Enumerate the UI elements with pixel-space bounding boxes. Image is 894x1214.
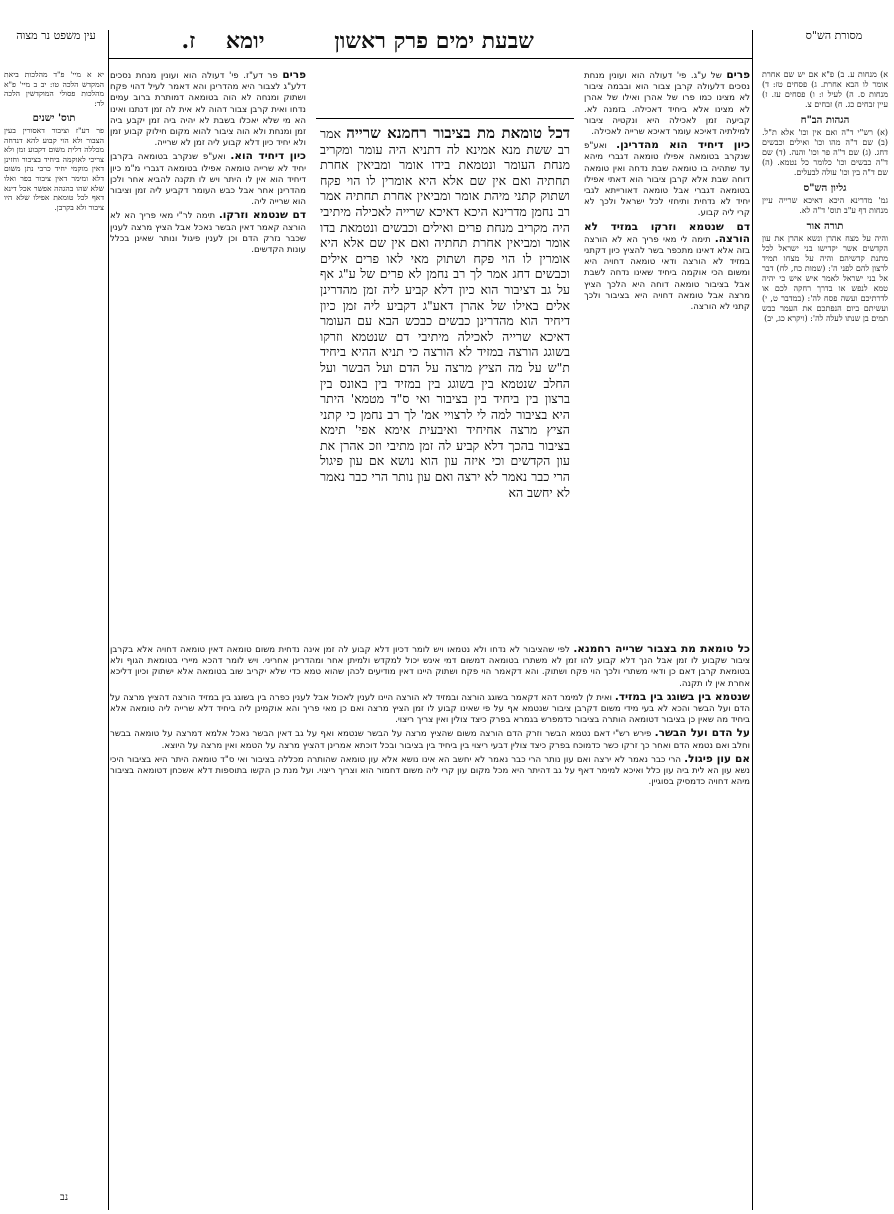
bottom-text: הרי כבר נאמר לא ירצה ואם עון נותר הרי כבר נאמר לא יחשב הא אינו נושא אלא עון טומאה שהותרה מכללה בציבור ואי ס"ד טומאה היתר היא בציבור היכי נשא עון הא לית ביה עון כלל ואיכא למימר דאף על גב דהיתר היא מכל מקום עון קרי ליה משום דחמור הוא וצריך ריצוי. ועל מנת כן הקשו בתוספות דלא אשכחן דטומאה בציבור מיהא דחויה כדמסיק בסוגיין. <box>110 754 750 788</box>
tosafot-text: ואע"פ שנקרב בטומאה בקרבן יחיד לא שרייה טומאה אפילו בטומאה דגברי מ"מ כיון דיחיד הוא אין לו היתר ויש לו תקנה להביא אחר ולכן מהדרינן אחר אבל כבש העומר דקביע ליה זמן וציבור הוא שרייה ליה. <box>110 152 306 208</box>
gilyon-title: גליון הש"ס <box>803 183 847 194</box>
bottom-lemma: כל טומאת מת בצבור שרייה רחמנא. <box>573 644 750 655</box>
ein-mishpat-header: עין משפט נר מצוה <box>16 29 96 42</box>
torah-or-text: והיה על מצח אהרן ונשא אהרן את עון הקדשים אשר יקדישו בני ישראל לכל מתנת קדשיהם והיה על מצחו תמיד לרצון להם לפני ה': (שמות כח, לח) דבר אל בני ישראל לאמר איש איש כי יהיה טמא לנפש או בדרך רחקה לכם או לדרתיכם ועשה פסח לה': (במדבר ט, י) ועשיתם ביום הנפתכם את העמר כבש תמים בן שנתו לעלה לה': (ויקרא כג, יב) <box>762 234 888 323</box>
gemara-text <box>320 126 570 606</box>
left-column-divider <box>108 30 109 1210</box>
rashi-text: של ע"ג. פי' דעולה הוא ועונין מנחת נסכים דלעולה קרבן צבור הוא ובבמה ציבור לא מצינו כמו פרו של אהרן ואילו של אהרן לא מצינו אלא ביחיד דאכילה. בזמנה לא. קביעה זמן לאכילה היא ונקטיה ציבור למילתיה דאיכא עומר דאיכא שרייה לאכילה. <box>584 71 750 138</box>
tosafot-lemma: כיון דיחיד הוא. <box>230 150 306 163</box>
rishonim-text: פר דע"ז וציבור דאסורין בעין הצבור ולא הוי קבוע להא דנדחה מכללה דלית משום דקבוע זמן ולא צריכי לאוקמה ביחיד בציבור וחזינן דאין מוקמי יחיד כרבי נתן משום דלא ומימר דאין ציבור בפר ואלו שלא שהו בהגהה אפשר אכל דינא דאף לכל טומאת אפילו שלא היו ציבור ולא בקרבן. <box>4 125 104 212</box>
bottom-text: לפי שהציבור לא נדחו ולא נטמאו ויש לומר דכיון דלא קבוע לה זמן אינה נדחית משום טומאה דאין טומאה דחויה אלא בקרבן ציבור שקבוע לו זמן אבל הנך דלא קבוע להו זמן לא משתרו בטומאה דמשום דמי אינש יכול למקדש ולמיתן אחר ומהדרינן אחריני. ויש לומר דהכא מיירי בטומאת הגוף ולא בטומאת קרבן דאם כן ודאי משתרי ולכך הוי פקח ושתוק. והא דקאמר הוי פקח ושתוק היינו דאין מודיעים לכהן שהוא טמא כדי שלא יקריב שוב בטומאה אלא ישתוק וכיון דליכא אחרת אין לו תקנה. <box>110 645 750 689</box>
bottom-text: ואית לן למימר דהא דקאמר בשוגג הורצה ובמזיד לא הורצה היינו לענין לאכול אבל לענין כפרה בין בשוגג בין במזיד הורצה דהציץ מרצה על הדם ועל הבשר והכא לא בעי מידי משום דקרבן ציבור שנטמא אף על פי שאינו קבוע לו זמן הציץ מרצה ואם כן מאי פריך והא אוקמינן ליה ביחיד דלא שרייה ליה טומאה אלא ביחיד מה שאין כן בציבור דטומאה הותרה בציבור כדמפרש בגמרא בפרק כיצד צולין ואין צריך ריצוי. <box>110 692 750 726</box>
header-rule <box>108 58 752 59</box>
tosafot-text: פר דע"ז. פי' דעולה הוא ועונין מנחת נסכים דלע"ג לצבור היא מהדרינן והא דאמר לעיל דהוי פקח ושתוק ומנחה לא הוה בטומאה דמותרת ברוב עמים נדחו ואית קרבן צבור דהוה לא אית לה זמן דנתנו ואינו הא מי שלא יאכלו בשבת לא יהיה ביה זמן יקבע ביה זמן ומנחת ולא הוה ציבור להוא מקום חילוק קבוע זמן ולא יחיד כיון דלא קבוע ליה זמן לא שרייה. <box>110 71 306 149</box>
rashi-lemma: דם שנטמא וזרקו במזיד לא הורצה. <box>584 220 750 245</box>
mesoret-refs: א) מנחות ע. ב) פ"א אם יש שם אחרת אומר לו הבא אחרת. ג) פסחים טז: ד) מנחות ס. ה) לעיל ו: ו) פסחים עז. ז) עיין זבחים כג. ח) זבחים צ. <box>762 70 888 109</box>
bottom-text: פירש רש"י דאם נטמא הבשר וזרק הדם הורצה משום שהציץ מרצה על הבשר שנטמא ואף על גב דאין הבשר נאכל אלמא דמרצה על טומאה בבשר וחלב ואם נטמא הדם ואחר כך זרקו כשר כדמוכח בפרק כיצד צולין דבעי ריצוי בין ביחיד בין בציבור ובכל דוכתא אמרינן דהציץ מרצה על הטמא ואין מרצה על היוצא. <box>110 729 750 751</box>
rashi-lemma: כיון דיחיד הוא מהדרינן. <box>616 139 750 152</box>
ein-mishpat-column <box>4 70 104 1210</box>
ein-mishpat-text: יא א מיי' פ"ד מהלכות ביאת המקדש הלכה טו: יב ב מיי' פ"א מהלכות פסולי המוקדשין הלכה לד: <box>4 70 104 108</box>
mesoret-column <box>762 70 888 1210</box>
rashi-text: ואע"פ שנקרב בטומאה אפילו טומאה דגברי מיהא עד שתהיה בו טומאה שבת נדחה ואין טומאה דוחה שבת אלא קרבן ציבור הוא דאתי אפילו בטומאה דגברי אבל טומאה דאורייתא לגבי יחיד לא נדחית ותיחזי לכל ישראל ולכך לא קרי ליה קבוע. <box>584 141 750 219</box>
rashi-commentary <box>584 70 750 636</box>
bottom-lemma: אם עון פיגול. <box>684 752 750 765</box>
bottom-lemma: על הדם ועל הבשר. <box>654 727 750 740</box>
tractate-leaf <box>168 28 278 54</box>
rishonim-title: תוס' ישנים <box>32 113 76 125</box>
tosafot-lemma: דם שנטמא וזרקו. <box>218 209 306 222</box>
bottom-commentary <box>110 644 750 1214</box>
rashi-text: תימה לי מאי פריך הא לא הורצה בזה אלא דאינו מתכפר בשר להציץ כיון דקתני במזיד לא הורצה ודאי טומאה דחויה היא ומשום הכי אוקמה ביחיד שאינו נדחה לשבת אבל בציבור טומאה דוחה היא הלכך הציץ מרצה אבל טומאה דחויה היא בציבור ולכך קתני לא הורצה. <box>584 234 750 313</box>
gilyon-text: גמ' מדרינא היכא דאיכא שרייה עיין מנחות דף ע"ב תוס' ד"ה לא. <box>762 196 888 215</box>
tosafot-text: תימה לר"י מאי פריך הא לא הורצה קאמר דאין הבשר נאכל אבל הציץ מרצה לענין שכבר נזרק הדם וכן לענין פיגול ונותר שאינן בכלל עונות הקדשים. <box>110 211 306 256</box>
tractate-name: יומא <box>225 28 265 54</box>
bottom-lemma: שנטמא בין בשוגג בין במזיד. <box>614 690 750 703</box>
leaf-number: ז. <box>181 28 196 54</box>
tosafot-commentary <box>110 70 306 636</box>
tosafot-lemma: פרים <box>282 70 306 81</box>
gemara-opening: דכל טומאת מת בציבור רחמנא שרייה <box>346 126 570 142</box>
rashi-lemma: פרים <box>726 70 750 81</box>
gemara-box-rule <box>316 118 574 119</box>
page-number: נב <box>60 1192 69 1203</box>
chapter-title: שבעת ימים פרק ראשון <box>334 28 534 54</box>
right-column-divider <box>752 30 753 1210</box>
gemara-body: אמר רב ששת מנא אמינא לה דתניא היה עומר ומקריב מנחת העומר ונטמאת בידו אומר ומביאין אחרת תחתיה ואם אין שם אלא היא אומרין לו הוי פקח ושתוק קתני מיהת אומר ומביאין אחרת תחתיה אמר רב נחמן מדרינא היכא דאיכא שרייה לאכילה מיתיבי היה מקריב מנחת פרים ואילים וכבשים ונטמאת בדו אומר ומביאין אחרת תחתיה ואם אין שם אלא היא אומרין לו הוי פקח ושתוק מאי לאו פרים אילים וכבשים דחג אמר לך רב נחמן לא פרים של ע"ג אף על גב דציבור הוא כיון דלא קביע ליה זמן מהדרינן אלים באילו של אהרן דאע"ג דקביע ליה זמן כיון דיחיד הוא מהדרינן כבשים כבכש הבא עם העומר דאיכא שרייה לאכילה מיתיבי דם שנטמא וזרקו בשוגג הורצה במזיד לא הורצה כי תניא ההיא ביחיד ת"ש על מה הציץ מרצה על הדם ועל הבשר ועל החלב שנטמא בין בשוגג בין במזיד בין באונס בין ברצון בין ביחיד בין בציבור ואי ס"ד מטמא' היתר היא בציבור למה לי לרצויי אמ' לך רב נחמן כי קתני הציץ מרצה אחיחיד ואיבעית אימא אפי' תימא בציבור בהכך דלא קביע לה זמן מתיבי וזכ אהרן את עון הקדשים וכי איזה עון הוא נושא אם עון פיגול הרי כבר נאמר לא ירצה ואם עון נותר הרי כבר נאמר לא יחשב הא <box>320 126 570 500</box>
mesoret-header: מסורת הש"ס <box>805 29 863 42</box>
haga-title: הגהות הב"ח <box>800 115 850 126</box>
haga-text: (א) רש"י ד"ה ואם אין וכו' אלא ת"ל. (ב) שם ד"ה מהו וכו' ואילים וכבשים דחג. (ג) שם ד"ה פר וכו' והנה. (ד) שם ד"ה כבשים וכו' כלומר כל נטמא. (ה) שם ד"ה בין וכו' עולה לבעלים. <box>762 128 888 177</box>
torah-or-title: תורה אור <box>806 221 844 232</box>
